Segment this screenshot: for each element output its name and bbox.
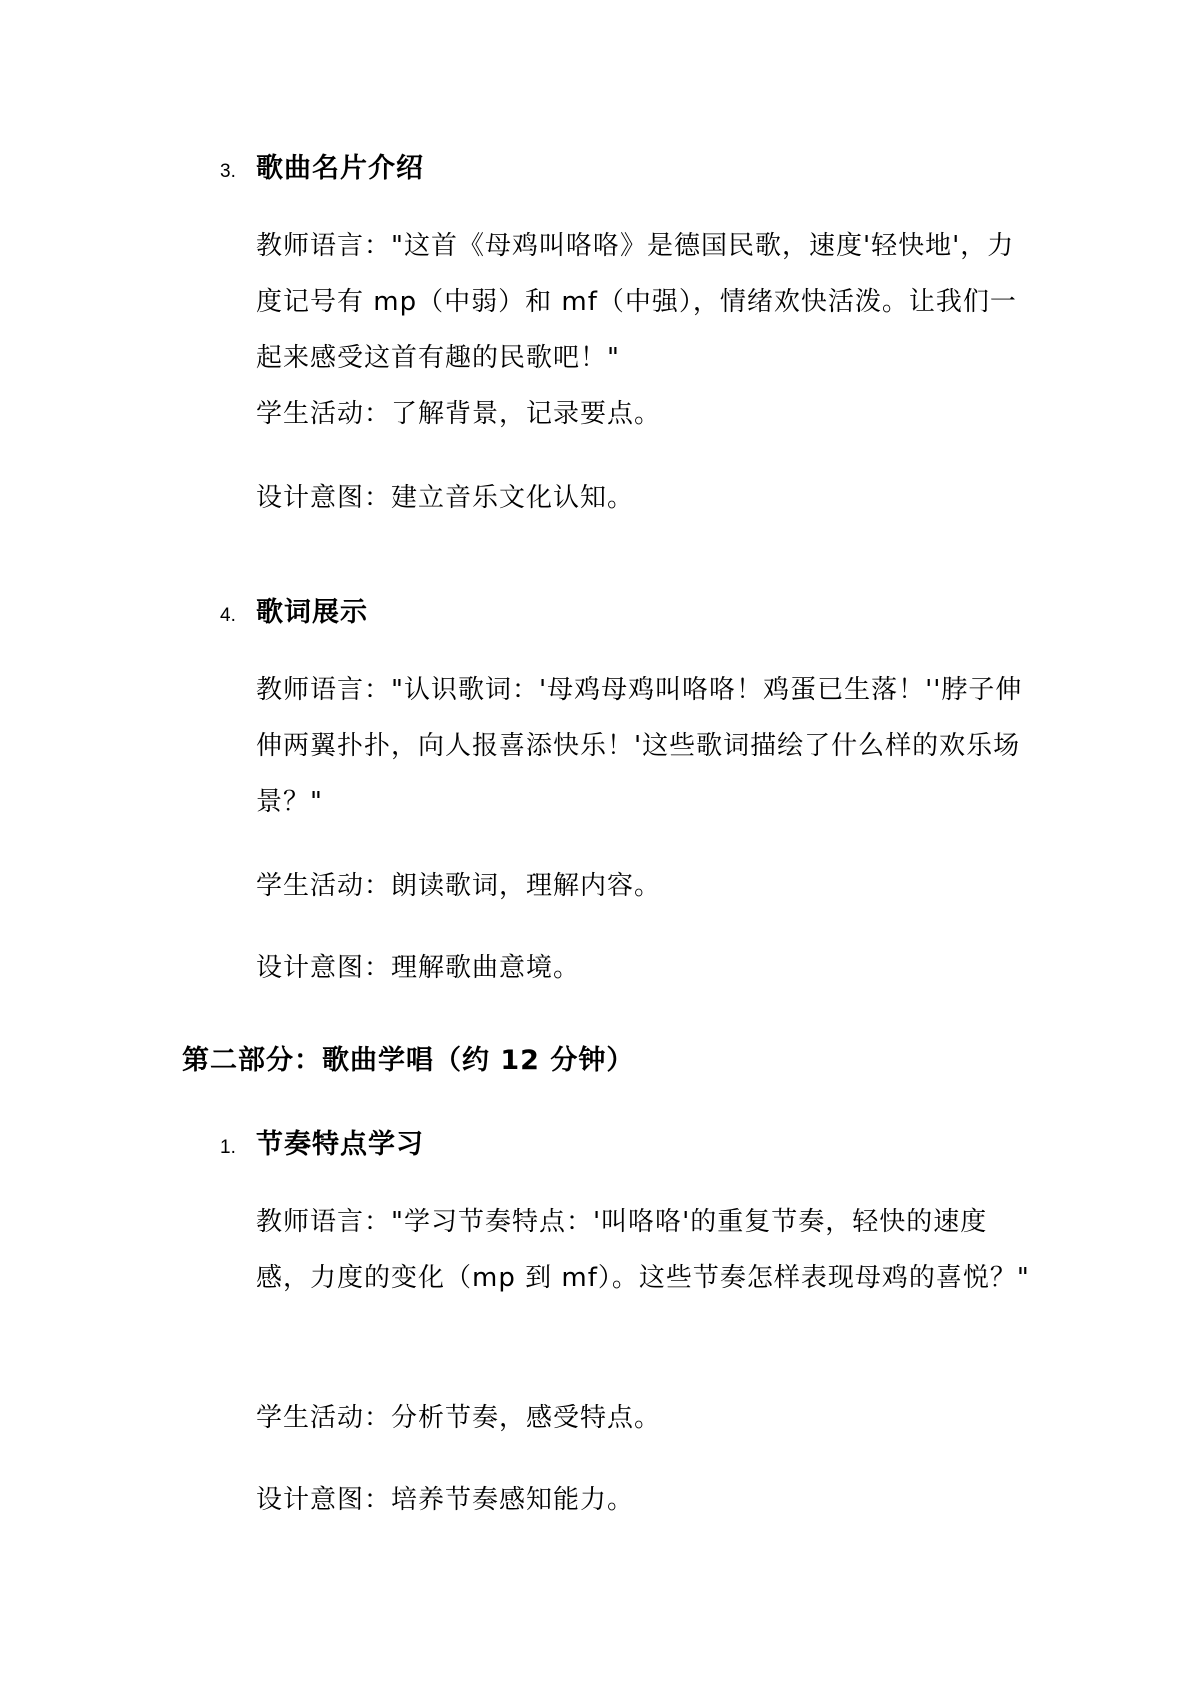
list-item-heading	[220, 590, 368, 629]
list-item-title: 歌词展示	[256, 597, 368, 628]
list-item-heading	[220, 1122, 424, 1161]
section-heading: 第二部分：歌曲学唱（约 12 分钟）	[182, 1045, 635, 1076]
student-activity-paragraph: 学生活动：了解背景，记录要点。	[256, 399, 662, 429]
list-item-title: 节奏特点学习	[256, 1129, 424, 1160]
teacher-language-paragraph: 教师语言："这首《母鸡叫咯咯》是德国民歌，速度'轻快地'，力度记号有 mp（中弱）和 mf（中强），情绪欢快活泼。让我们一起来感受这首有趣的民歌吧！"	[256, 231, 1017, 373]
list-item-number: 1.	[220, 1137, 236, 1158]
list-item-number: 3.	[220, 161, 236, 182]
student-activity-paragraph: 学生活动：分析节奏，感受特点。	[256, 1403, 662, 1433]
list-item-number: 4.	[220, 605, 236, 626]
teacher-language-paragraph: 教师语言："学习节奏特点：'叫咯咯'的重复节奏，轻快的速度感，力度的变化（mp 到 mf）。这些节奏怎样表现母鸡的喜悦？"	[256, 1207, 1030, 1293]
list-item-title: 歌曲名片介绍	[256, 153, 424, 184]
design-intent-paragraph: 设计意图：建立音乐文化认知。	[256, 483, 635, 513]
student-activity-paragraph: 学生活动：朗读歌词，理解内容。	[256, 871, 662, 901]
teacher-language-paragraph: 教师语言："认识歌词：'母鸡母鸡叫咯咯！鸡蛋已生落！''脖子伸伸两翼扑扑，向人报喜添快乐！'这些歌词描绘了什么样的欢乐场景？"	[256, 675, 1023, 817]
design-intent-paragraph: 设计意图：理解歌曲意境。	[256, 953, 581, 983]
design-intent-paragraph: 设计意图：培养节奏感知能力。	[256, 1485, 635, 1515]
list-item-heading	[220, 146, 424, 185]
